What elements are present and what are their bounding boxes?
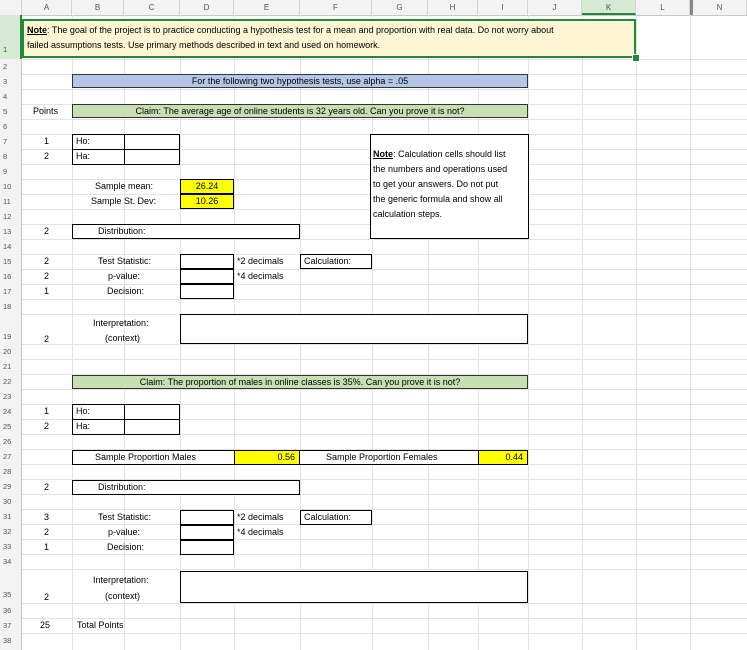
row-header-6[interactable]: 6 <box>0 119 22 134</box>
interpretation-sub: (context) <box>105 591 141 601</box>
gridline <box>22 618 747 619</box>
note-bar[interactable] <box>22 19 636 58</box>
row-header-23[interactable]: 23 <box>0 389 22 404</box>
ha-points: 2 <box>44 421 50 431</box>
column-header-e[interactable]: E <box>234 0 300 15</box>
gridline <box>22 359 747 360</box>
sample-mean-label: Sample mean: <box>95 181 154 191</box>
row-header-9[interactable]: 9 <box>0 164 22 179</box>
interpretation-label: Interpretation: <box>93 318 149 328</box>
column-header-k[interactable]: K <box>582 0 636 15</box>
row-header-22[interactable]: 22 <box>0 374 22 389</box>
column-header-b[interactable]: B <box>72 0 124 15</box>
column-header-a[interactable]: A <box>22 0 72 15</box>
row-header-21[interactable]: 21 <box>0 359 22 374</box>
males-label: Sample Proportion Males <box>95 452 197 462</box>
gridline <box>22 554 747 555</box>
fill-handle[interactable] <box>632 54 640 62</box>
gridline <box>22 524 747 525</box>
row-header-28[interactable]: 28 <box>0 464 22 479</box>
decision-input[interactable] <box>180 540 234 555</box>
decision-points: 1 <box>44 542 50 552</box>
gridline <box>22 509 747 510</box>
females-label: Sample Proportion Females <box>326 452 438 462</box>
test-statistic-label: Test Statistic: <box>98 256 152 266</box>
row-header-4[interactable]: 4 <box>0 89 22 104</box>
column-header-f[interactable]: F <box>300 0 372 15</box>
row-header-10[interactable]: 10 <box>0 179 22 194</box>
claim-2-banner: Claim: The proportion of males in online classes is 35%. Can you prove it is not? <box>72 375 528 389</box>
p-value-input[interactable] <box>180 269 234 284</box>
gridline <box>22 119 747 120</box>
distribution-label: Distribution: <box>98 226 146 236</box>
row-header-3[interactable]: 3 <box>0 74 22 89</box>
interpretation-label: Interpretation: <box>93 575 149 585</box>
p-value-note: *4 decimals <box>237 527 284 537</box>
row-header-24[interactable]: 24 <box>0 404 22 419</box>
p-value-label: p-value: <box>108 271 141 281</box>
column-header-g[interactable]: G <box>372 0 428 15</box>
test-statistic-note: *2 decimals <box>237 256 284 266</box>
sample-mean-value[interactable]: 26.24 <box>180 179 234 194</box>
note-bar-text: : The goal of the project is to practice conducting a hypothesis test for a mean and proportion with real data. Do not worry about <box>47 25 554 35</box>
distribution-points: 2 <box>44 226 50 236</box>
test-statistic-note: *2 decimals <box>237 512 284 522</box>
column-header-j[interactable]: J <box>528 0 582 15</box>
sample-sd-label: Sample St. Dev: <box>91 196 157 206</box>
decision-input[interactable] <box>180 284 234 299</box>
side-note-line-4: the generic formula and show all <box>373 194 503 204</box>
gridline <box>22 389 747 390</box>
row-header-25[interactable]: 25 <box>0 419 22 434</box>
row-header-30[interactable]: 30 <box>0 494 22 509</box>
gridline <box>22 539 747 540</box>
row-header-29[interactable]: 29 <box>0 479 22 494</box>
ha-points: 2 <box>44 151 50 161</box>
row-header-32[interactable]: 32 <box>0 524 22 539</box>
calculation-label: Calculation: <box>304 512 352 522</box>
row-header-38[interactable]: 38 <box>0 633 22 650</box>
row-header-16[interactable]: 16 <box>0 269 22 284</box>
column-header-row <box>0 0 747 16</box>
row-header-12[interactable]: 12 <box>0 209 22 224</box>
distribution-points: 2 <box>44 482 50 492</box>
column-header-n[interactable]: N <box>690 0 747 15</box>
column-header-d[interactable]: D <box>180 0 234 15</box>
test-statistic-points: 3 <box>44 512 50 522</box>
row-header-19[interactable]: 19 <box>0 314 22 344</box>
row-header-11[interactable]: 11 <box>0 194 22 209</box>
interpretation-sub: (context) <box>105 333 141 343</box>
row-header-5[interactable]: 5 <box>0 104 22 119</box>
p-value-input[interactable] <box>180 525 234 540</box>
row-header-2[interactable]: 2 <box>0 59 22 74</box>
test-statistic-input[interactable] <box>180 254 234 269</box>
calculation-label: Calculation: <box>304 256 352 266</box>
row-header-34[interactable]: 34 <box>0 554 22 569</box>
row-header-20[interactable]: 20 <box>0 344 22 359</box>
decision-points: 1 <box>44 286 50 296</box>
test-statistic-label: Test Statistic: <box>98 512 152 522</box>
row-header-13[interactable]: 13 <box>0 224 22 239</box>
row-header-8[interactable]: 8 <box>0 149 22 164</box>
row-header-14[interactable]: 14 <box>0 239 22 254</box>
females-value[interactable]: 0.44 <box>478 450 528 465</box>
row-header-31[interactable]: 31 <box>0 509 22 524</box>
p-value-points: 2 <box>44 527 50 537</box>
sample-sd-value[interactable]: 10.26 <box>180 194 234 209</box>
column-header-h[interactable]: H <box>428 0 478 15</box>
row-header-18[interactable]: 18 <box>0 299 22 314</box>
ha-label: Ha: <box>76 421 91 431</box>
total-points-value: 25 <box>40 620 51 630</box>
p-value-label: p-value: <box>108 527 141 537</box>
row-header-37[interactable]: 37 <box>0 618 22 633</box>
gridline <box>22 89 747 90</box>
column-header-i[interactable]: I <box>478 0 528 15</box>
column-header-l[interactable]: L <box>636 0 690 15</box>
distribution-label: Distribution: <box>98 482 146 492</box>
row-header-17[interactable]: 17 <box>0 284 22 299</box>
claim-1-banner: Claim: The average age of online students is 32 years old. Can you prove it is not? <box>72 104 528 118</box>
ho-points: 1 <box>44 406 50 416</box>
gridline <box>22 603 747 604</box>
p-value-points: 2 <box>44 271 50 281</box>
column-header-c[interactable]: C <box>124 0 180 15</box>
row-header-1[interactable]: 1 <box>0 15 22 59</box>
decision-label: Decision: <box>107 542 145 552</box>
interpretation-points: 2 <box>44 592 50 602</box>
row-header-27[interactable]: 27 <box>0 449 22 464</box>
gridline <box>22 299 747 300</box>
interpretation-input[interactable] <box>180 571 528 603</box>
row-header-15[interactable]: 15 <box>0 254 22 269</box>
interpretation-input[interactable] <box>180 314 528 344</box>
test-statistic-input[interactable] <box>180 510 234 525</box>
interpretation-points: 2 <box>44 334 50 344</box>
note-bar-label: Note <box>27 25 47 35</box>
row-header-33[interactable]: 33 <box>0 539 22 554</box>
ho-label: Ho: <box>76 406 91 416</box>
ha-label: Ha: <box>76 151 91 161</box>
gridline <box>22 239 747 240</box>
decision-label: Decision: <box>107 286 145 296</box>
note-bar-text-2: failed assumptions tests. Use primary methods described in text and used on homework. <box>27 40 381 50</box>
side-note-line-5: calculation steps. <box>373 209 443 219</box>
row-header-35[interactable]: 35 <box>0 569 22 603</box>
row-header-26[interactable]: 26 <box>0 434 22 449</box>
select-all-corner[interactable] <box>0 0 22 15</box>
p-value-note: *4 decimals <box>237 271 284 281</box>
side-note-line-3: to get your answers. Do not put <box>373 179 499 189</box>
alpha-banner: For the following two hypothesis tests, use alpha = .05 <box>72 74 528 88</box>
ho-label: Ho: <box>76 136 91 146</box>
males-value[interactable]: 0.56 <box>234 450 300 465</box>
side-note-label: Note <box>373 149 393 159</box>
row-header-36[interactable]: 36 <box>0 603 22 618</box>
gridline <box>22 569 747 570</box>
side-note <box>370 134 529 239</box>
test-statistic-points: 2 <box>44 256 50 266</box>
points-header: Points <box>33 106 59 116</box>
side-note-line-1: : Calculation cells should list <box>393 149 506 159</box>
row-header-7[interactable]: 7 <box>0 134 22 149</box>
total-points-label: Total Points <box>77 620 124 630</box>
side-note-line-2: the numbers and operations used <box>373 164 508 174</box>
ho-points: 1 <box>44 136 50 146</box>
gridline <box>22 633 747 634</box>
